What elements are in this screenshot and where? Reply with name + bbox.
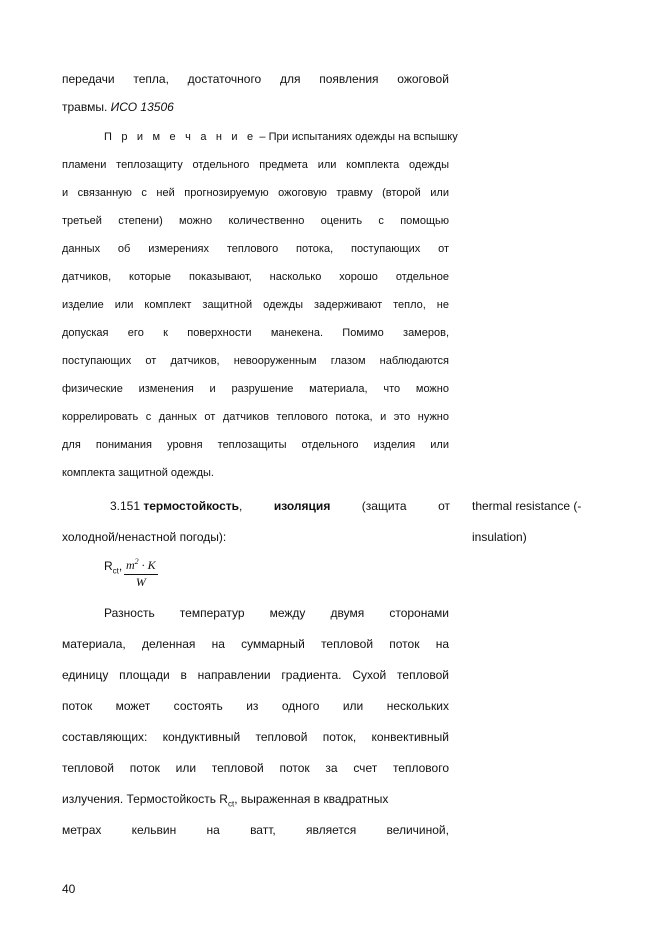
symbol: R	[104, 559, 113, 573]
note-line: для понимания уровня теплозащиты отдельного изделия или	[62, 439, 449, 451]
note-line: пламени теплозащиту отдельного предмета или комплекта одежды	[62, 159, 449, 171]
note-last-line: комплекта защитной одежды.	[62, 467, 214, 479]
intro-line-2	[62, 100, 174, 114]
word: тепла,	[133, 72, 169, 86]
term-heading	[110, 499, 450, 513]
unit-exponent: 2	[134, 557, 139, 566]
term-qualifier: (защита	[361, 499, 407, 513]
unit-fraction	[124, 557, 158, 590]
symbol-subscript: ct	[112, 566, 119, 576]
note-line: датчиков, которые показывают, насколько хорошо отдельное	[62, 271, 449, 283]
unit-k: · K	[138, 558, 156, 572]
page-number: 40	[62, 882, 76, 896]
definition-text: , выраженная в квадратных	[234, 792, 389, 806]
symbol-subscript: ct	[227, 799, 235, 809]
definition-text: излучения. Термостойкость R	[62, 792, 228, 806]
note-line: данных об измерениях теплового потока, поступающих от	[62, 243, 449, 255]
note-line: допуская его к поверхности манекена. Помимо замеров,	[62, 327, 449, 339]
fraction-denominator: W	[135, 575, 146, 589]
definition-line: материала, деленная на суммарный тепловой поток на	[62, 637, 449, 651]
term-comma: ,	[239, 499, 243, 513]
word: кельвин	[131, 823, 177, 837]
word: ожоговой	[397, 72, 449, 86]
term-number: 3.151	[110, 499, 141, 513]
word: для	[279, 72, 301, 86]
definition-line: тепловой поток или тепловой поток за счет теплового	[62, 761, 449, 775]
word: ватт,	[250, 823, 276, 837]
english-term: insulation)	[472, 530, 527, 544]
term-name: термостойкость	[143, 499, 240, 513]
definition-line: Разность температур между двумя сторонами	[104, 606, 449, 620]
word: является	[305, 823, 357, 837]
intro-line-1	[62, 72, 449, 86]
intro-text: травмы.	[62, 100, 108, 114]
term-qualifier: от	[438, 499, 450, 513]
note-line: изделие или комплект защитной одежды задерживают тепло, не	[62, 299, 449, 311]
unit-symbol	[104, 559, 122, 575]
word: достаточного	[187, 72, 262, 86]
note-line: поступающих от датчиков, невооруженным глазом наблюдаются	[62, 355, 449, 367]
word: метрах	[62, 823, 102, 837]
word: появления	[319, 72, 379, 86]
term-title	[110, 499, 242, 513]
note-line: третьей степени) можно количественно оценить с помощью	[62, 215, 449, 227]
note-text: При испытаниях одежды на вспышку	[268, 131, 458, 143]
note-line: физические изменения и разрушение материала, что можно	[62, 383, 449, 395]
fraction-numerator	[124, 557, 158, 575]
word: величиной,	[386, 823, 449, 837]
english-term: thermal resistance (-	[472, 499, 582, 513]
word: на	[206, 823, 220, 837]
note-line: и связанную с ней прогнозируемую ожоговую травму (второй или	[62, 187, 449, 199]
note-first-line	[104, 131, 458, 143]
definition-line: составляющих: кондуктивный тепловой поток, конвективный	[62, 730, 449, 744]
unit-m: m	[126, 558, 135, 572]
separator: ,	[118, 559, 123, 573]
definition-line: поток может состоять из одного или нескольких	[62, 699, 449, 713]
note-line: коррелировать с данных от датчиков теплового потока, и это нужно	[62, 411, 449, 423]
definition-line	[62, 792, 388, 808]
term-synonym: изоляция	[273, 499, 331, 513]
note-label: П р и м е ч а н и е	[104, 131, 257, 143]
term-qualifier-rest: холодной/ненастной погоды):	[62, 530, 227, 544]
definition-line: единицу площади в направлении градиента. Сухой тепловой	[62, 668, 449, 682]
standard-reference: ИСО 13506	[110, 100, 174, 114]
note-dash: –	[259, 131, 266, 143]
definition-line	[62, 823, 449, 837]
word: передачи	[62, 72, 115, 86]
